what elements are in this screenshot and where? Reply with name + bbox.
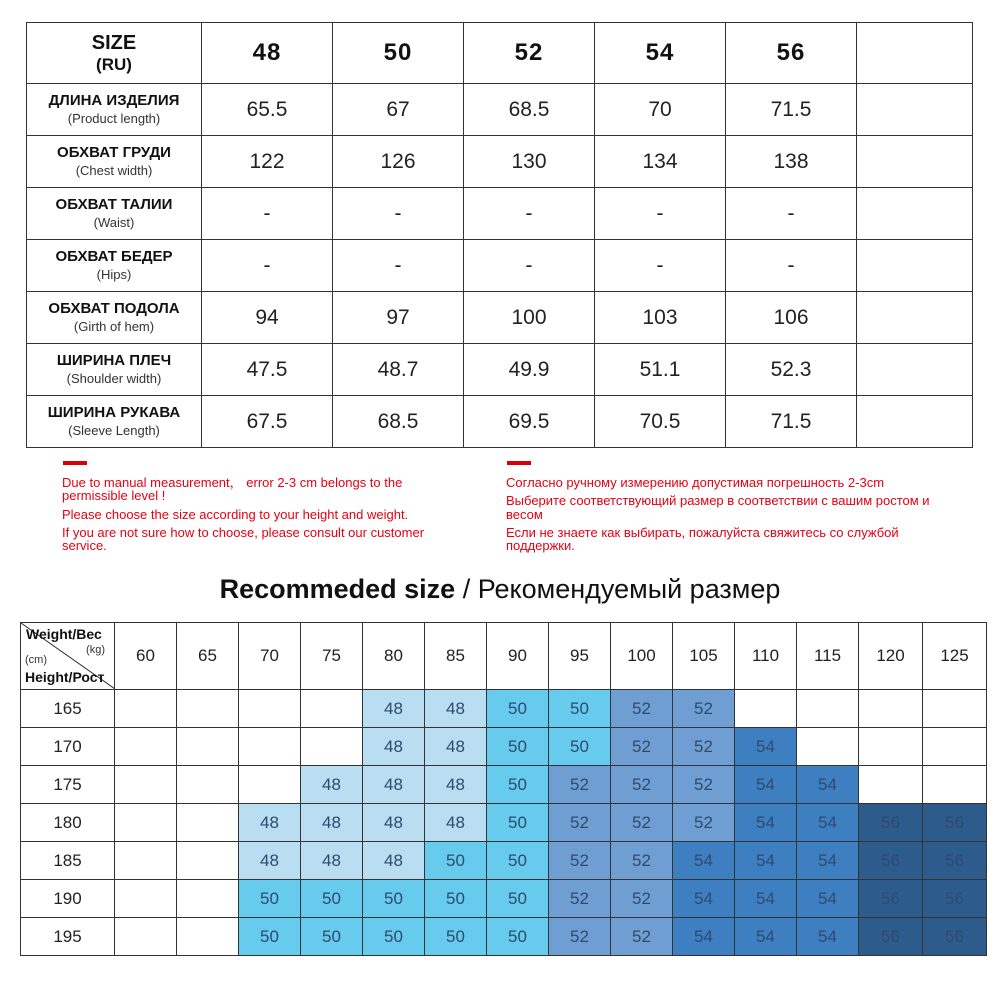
size-cell: 56 xyxy=(923,918,987,956)
size-column-header: 54 xyxy=(595,23,726,84)
height-label: 190 xyxy=(21,880,115,918)
measurement-label-en: (Girth of hem) xyxy=(73,318,155,334)
note-line: Due to manual measurement， error 2-3 cm belongs to the permissible level ! xyxy=(62,475,403,504)
weight-header: 125 xyxy=(923,623,987,690)
measurement-value xyxy=(857,188,973,240)
size-cell: 48 xyxy=(301,842,363,880)
height-row xyxy=(21,690,987,728)
measurement-value: - xyxy=(464,188,595,240)
measurement-value: 70.5 xyxy=(595,396,726,448)
size-cell: 56 xyxy=(923,804,987,842)
size-cell: 48 xyxy=(425,804,487,842)
weight-header: 80 xyxy=(363,623,425,690)
size-cell: 56 xyxy=(859,880,923,918)
measurement-value: 48.7 xyxy=(333,344,464,396)
size-cell: 50 xyxy=(425,842,487,880)
size-cell: 52 xyxy=(611,842,673,880)
size-subtitle: (RU) xyxy=(96,54,132,74)
size-cell: 54 xyxy=(673,842,735,880)
empty-cell xyxy=(177,880,239,918)
empty-cell xyxy=(115,766,177,804)
size-cell: 52 xyxy=(549,842,611,880)
note-ru-accent-bar xyxy=(507,461,531,465)
empty-cell xyxy=(177,804,239,842)
measurement-row xyxy=(27,292,973,344)
empty-cell xyxy=(177,766,239,804)
size-cell: 50 xyxy=(301,880,363,918)
height-label: 175 xyxy=(21,766,115,804)
measurement-value: 67.5 xyxy=(202,396,333,448)
measurement-label-en: (Shoulder width) xyxy=(66,370,162,386)
measurement-label xyxy=(27,188,202,240)
height-row xyxy=(21,880,987,918)
size-column-header-empty xyxy=(857,23,973,84)
empty-cell xyxy=(301,728,363,766)
measurement-value: - xyxy=(464,240,595,292)
size-cell: 54 xyxy=(673,880,735,918)
size-cell: 50 xyxy=(239,880,301,918)
measurement-value: 100 xyxy=(464,292,595,344)
measurement-value: 70 xyxy=(595,84,726,136)
note-line: If you are not sure how to choose, please consult our customer service. xyxy=(62,524,425,553)
size-column-header: 50 xyxy=(333,23,464,84)
weight-header: 85 xyxy=(425,623,487,690)
measurement-value: 52.3 xyxy=(726,344,857,396)
empty-cell xyxy=(239,728,301,766)
size-cell: 52 xyxy=(673,766,735,804)
empty-cell xyxy=(735,690,797,728)
measurement-row xyxy=(27,136,973,188)
size-cell: 56 xyxy=(923,842,987,880)
weight-header: 70 xyxy=(239,623,301,690)
empty-cell xyxy=(115,804,177,842)
weight-header: 110 xyxy=(735,623,797,690)
measurement-label xyxy=(27,84,202,136)
weight-header: 115 xyxy=(797,623,859,690)
measurement-label xyxy=(27,344,202,396)
recommended-title-rest: / Рекомендуемый размер xyxy=(455,574,781,604)
measurement-value: - xyxy=(202,188,333,240)
empty-cell xyxy=(923,728,987,766)
note-en-accent-bar xyxy=(63,461,87,465)
size-cell: 52 xyxy=(611,804,673,842)
measurement-value: - xyxy=(333,188,464,240)
measurement-value: 49.9 xyxy=(464,344,595,396)
size-cell: 52 xyxy=(611,728,673,766)
weight-header: 105 xyxy=(673,623,735,690)
measurement-label xyxy=(27,240,202,292)
measurement-value: 103 xyxy=(595,292,726,344)
size-cell: 50 xyxy=(487,690,549,728)
size-cell: 54 xyxy=(673,918,735,956)
height-label: 185 xyxy=(21,842,115,880)
empty-cell xyxy=(301,690,363,728)
empty-cell xyxy=(797,728,859,766)
size-cell: 52 xyxy=(549,880,611,918)
measurement-value xyxy=(857,396,973,448)
size-cell: 56 xyxy=(923,880,987,918)
note-line: Выберите соответствующий размер в соответствии с вашим ростом и весом xyxy=(506,493,930,522)
size-header-row xyxy=(27,23,973,84)
empty-cell xyxy=(923,766,987,804)
measurement-row xyxy=(27,84,973,136)
empty-cell xyxy=(859,766,923,804)
height-label: 195 xyxy=(21,918,115,956)
weight-header: 65 xyxy=(177,623,239,690)
measurement-value: 68.5 xyxy=(333,396,464,448)
measurement-label-en: (Waist) xyxy=(93,214,135,230)
measurement-label-en: (Product length) xyxy=(67,110,161,126)
size-cell: 48 xyxy=(425,766,487,804)
measurement-row xyxy=(27,344,973,396)
size-table xyxy=(26,22,973,448)
size-cell: 56 xyxy=(859,918,923,956)
size-cell: 50 xyxy=(549,690,611,728)
height-label: 165 xyxy=(21,690,115,728)
measurement-label-ru: ШИРИНА РУКАВА xyxy=(47,404,181,422)
size-cell: 50 xyxy=(425,880,487,918)
size-cell: 54 xyxy=(735,880,797,918)
measurement-value: 65.5 xyxy=(202,84,333,136)
measurement-value: 71.5 xyxy=(726,396,857,448)
empty-cell xyxy=(859,728,923,766)
height-row xyxy=(21,728,987,766)
size-cell: 48 xyxy=(301,804,363,842)
size-cell: 52 xyxy=(549,804,611,842)
height-label: 180 xyxy=(21,804,115,842)
empty-cell xyxy=(923,690,987,728)
measurement-label-en: (Sleeve Length) xyxy=(68,422,160,438)
size-cell: 54 xyxy=(735,804,797,842)
measurement-value: 126 xyxy=(333,136,464,188)
empty-cell xyxy=(239,766,301,804)
height-row xyxy=(21,842,987,880)
size-cell: 48 xyxy=(239,842,301,880)
size-cell: 52 xyxy=(673,804,735,842)
size-cell: 54 xyxy=(735,728,797,766)
empty-cell xyxy=(859,690,923,728)
empty-cell xyxy=(177,918,239,956)
size-header-label xyxy=(27,23,202,84)
measurement-value: - xyxy=(333,240,464,292)
size-cell: 48 xyxy=(425,690,487,728)
size-cell: 50 xyxy=(301,918,363,956)
measurement-value: 69.5 xyxy=(464,396,595,448)
weight-header: 120 xyxy=(859,623,923,690)
corner-kg-label: (kg) xyxy=(86,644,105,656)
weight-header: 90 xyxy=(487,623,549,690)
size-cell: 50 xyxy=(239,918,301,956)
size-cell: 54 xyxy=(735,842,797,880)
size-title: SIZE xyxy=(91,31,137,54)
size-cell: 56 xyxy=(859,804,923,842)
size-cell: 52 xyxy=(611,918,673,956)
size-column-header: 56 xyxy=(726,23,857,84)
measurement-label-en: (Hips) xyxy=(96,266,132,282)
size-cell: 52 xyxy=(611,766,673,804)
measurement-value: 47.5 xyxy=(202,344,333,396)
recommended-size-title xyxy=(0,574,1000,605)
size-cell: 48 xyxy=(425,728,487,766)
size-cell: 50 xyxy=(425,918,487,956)
size-cell: 48 xyxy=(363,842,425,880)
empty-cell xyxy=(177,842,239,880)
size-cell: 52 xyxy=(673,690,735,728)
measurement-value: - xyxy=(202,240,333,292)
measurement-label-ru: ОБХВАТ ГРУДИ xyxy=(57,144,171,162)
empty-cell xyxy=(177,690,239,728)
size-cell: 50 xyxy=(487,842,549,880)
measurement-value xyxy=(857,136,973,188)
size-cell: 52 xyxy=(611,880,673,918)
size-cell: 52 xyxy=(549,766,611,804)
corner-height-label: Height/Рост xyxy=(25,669,105,685)
weight-header: 95 xyxy=(549,623,611,690)
size-column-header: 52 xyxy=(464,23,595,84)
measurement-value: - xyxy=(595,240,726,292)
size-column-header: 48 xyxy=(202,23,333,84)
empty-cell xyxy=(115,880,177,918)
measurement-value xyxy=(857,240,973,292)
measurement-value: 97 xyxy=(333,292,464,344)
recommended-size-table xyxy=(20,622,987,956)
measurement-value: 138 xyxy=(726,136,857,188)
empty-cell xyxy=(797,690,859,728)
note-line: Если не знаете как выбирать, пожалуйста свяжитесь со службой поддержки. xyxy=(506,524,899,553)
weight-header-row xyxy=(21,623,987,690)
weight-header: 100 xyxy=(611,623,673,690)
weight-header: 60 xyxy=(115,623,177,690)
size-cell: 48 xyxy=(301,766,363,804)
size-cell: 54 xyxy=(735,766,797,804)
measurement-label xyxy=(27,292,202,344)
size-cell: 50 xyxy=(549,728,611,766)
empty-cell xyxy=(177,728,239,766)
height-row xyxy=(21,918,987,956)
measurement-value: - xyxy=(726,188,857,240)
measurement-row xyxy=(27,396,973,448)
measurement-value: 130 xyxy=(464,136,595,188)
size-cell: 48 xyxy=(363,804,425,842)
size-cell: 50 xyxy=(487,766,549,804)
size-cell: 54 xyxy=(797,804,859,842)
size-cell: 54 xyxy=(735,918,797,956)
measurement-value: - xyxy=(726,240,857,292)
measurement-label-ru: ОБХВАТ ТАЛИИ xyxy=(55,196,173,214)
empty-cell xyxy=(239,690,301,728)
corner-weight-label: Weight/Вес xyxy=(26,626,102,642)
size-cell: 50 xyxy=(487,880,549,918)
measurement-value: 122 xyxy=(202,136,333,188)
measurement-row xyxy=(27,240,973,292)
corner-cell xyxy=(21,623,115,690)
empty-cell xyxy=(115,842,177,880)
recommended-title-bold: Recommeded size xyxy=(219,574,456,604)
size-cell: 50 xyxy=(487,918,549,956)
corner-cm-label: (cm) xyxy=(25,654,47,666)
weight-header: 75 xyxy=(301,623,363,690)
measurement-value xyxy=(857,344,973,396)
measurement-value: 71.5 xyxy=(726,84,857,136)
measurement-row xyxy=(27,188,973,240)
measurement-value: 51.1 xyxy=(595,344,726,396)
size-cell: 50 xyxy=(487,728,549,766)
notes-english xyxy=(62,476,432,557)
height-row xyxy=(21,804,987,842)
size-cell: 54 xyxy=(797,880,859,918)
measurement-value: 106 xyxy=(726,292,857,344)
measurement-value xyxy=(857,84,973,136)
size-cell: 52 xyxy=(673,728,735,766)
size-cell: 48 xyxy=(363,728,425,766)
height-label: 170 xyxy=(21,728,115,766)
size-cell: 48 xyxy=(363,766,425,804)
size-cell: 54 xyxy=(797,842,859,880)
size-cell: 52 xyxy=(549,918,611,956)
size-cell: 54 xyxy=(797,766,859,804)
size-cell: 54 xyxy=(797,918,859,956)
measurement-value xyxy=(857,292,973,344)
size-cell: 50 xyxy=(363,918,425,956)
measurement-label-ru: ОБХВАТ БЕДЕР xyxy=(55,248,173,266)
size-cell: 56 xyxy=(859,842,923,880)
height-row xyxy=(21,766,987,804)
empty-cell xyxy=(115,918,177,956)
measurement-value: - xyxy=(595,188,726,240)
empty-cell xyxy=(115,690,177,728)
size-cell: 48 xyxy=(363,690,425,728)
note-line: Please choose the size according to your height and weight. xyxy=(62,506,409,522)
size-cell: 50 xyxy=(363,880,425,918)
measurement-label xyxy=(27,396,202,448)
notes-russian xyxy=(506,476,956,557)
measurement-value: 67 xyxy=(333,84,464,136)
measurement-value: 68.5 xyxy=(464,84,595,136)
measurement-label-ru: ШИРИНА ПЛЕЧ xyxy=(56,352,172,370)
note-line: Согласно ручному измерению допустимая погрешность 2-3cm xyxy=(506,475,885,490)
size-cell: 52 xyxy=(611,690,673,728)
measurement-label xyxy=(27,136,202,188)
measurement-label-en: (Chest width) xyxy=(75,162,153,178)
measurement-label-ru: ОБХВАТ ПОДОЛА xyxy=(48,300,180,318)
measurement-value: 134 xyxy=(595,136,726,188)
measurement-label-ru: ДЛИНА ИЗДЕЛИЯ xyxy=(48,92,180,110)
empty-cell xyxy=(115,728,177,766)
measurement-value: 94 xyxy=(202,292,333,344)
size-cell: 48 xyxy=(239,804,301,842)
size-cell: 50 xyxy=(487,804,549,842)
